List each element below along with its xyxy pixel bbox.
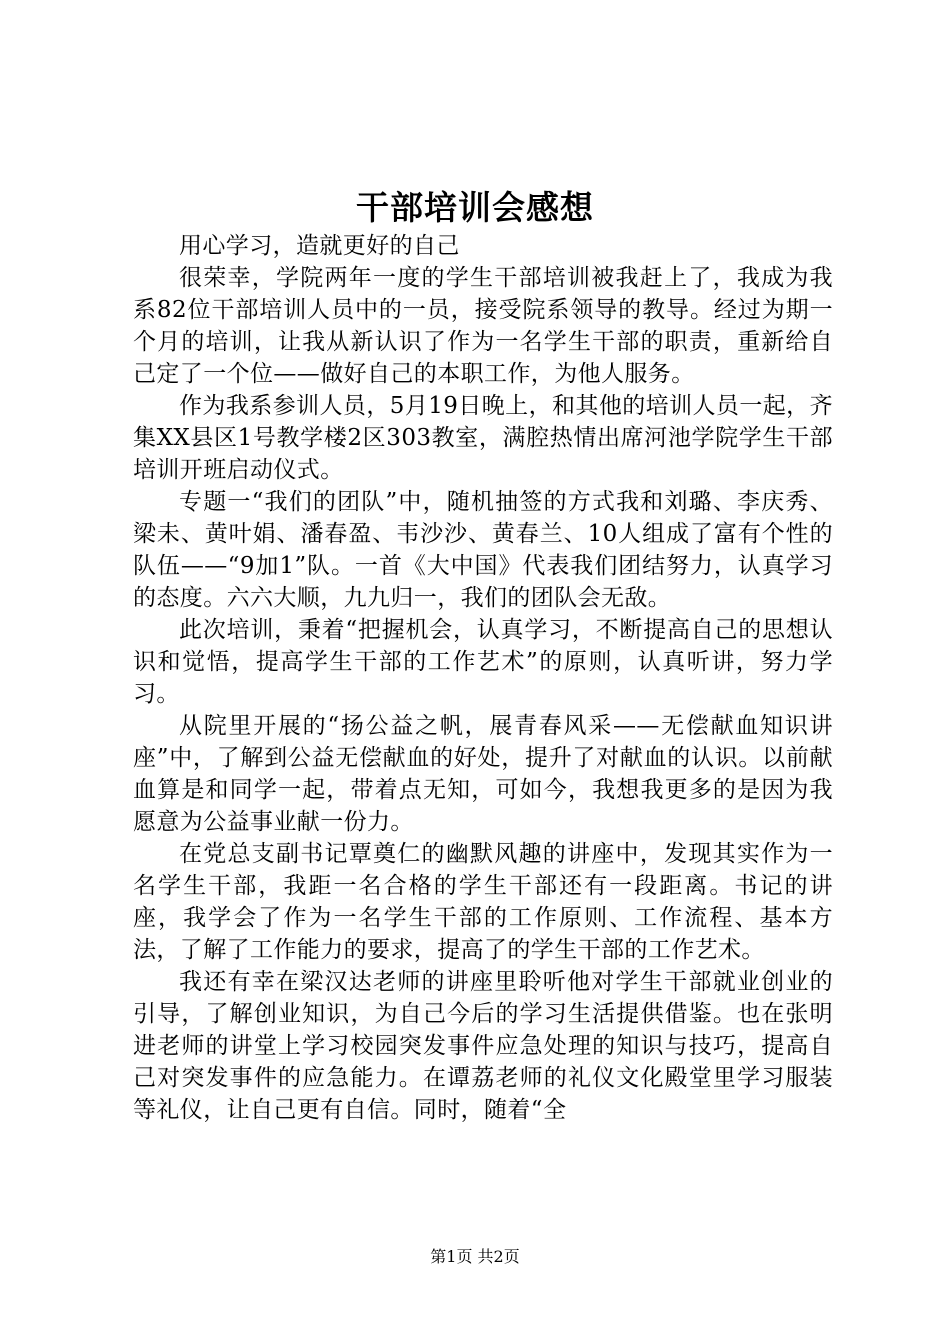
document-body: [133, 230, 833, 1126]
paragraph: 很荣幸，学院两年一度的学生干部培训被我赶上了，我成为我系82位干部培训人员中的一员，接受院系领导的教导。经过为期一个月的培训，让我从新认识了作为一名学生干部的职责，重新给自己定了一个位——做好自己的本职工作，为他人服务。: [133, 265, 833, 387]
paragraph: 在党总支副书记覃奠仁的幽默风趣的讲座中，发现其实作为一名学生干部，我距一名合格的学生干部还有一段距离。书记的讲座，我学会了作为一名学生干部的工作原则、工作流程、基本方法，了解了工作能力的要求，提高了的学生干部的工作艺术。: [133, 841, 833, 963]
paragraph-subtitle: 用心学习，造就更好的自己: [179, 233, 460, 259]
paragraph: 此次培训，秉着“把握机会，认真学习，不断提高自己的思想认识和觉悟，提高学生干部的工作艺术”的原则，认真听讲，努力学习。: [133, 617, 833, 707]
paragraph: 作为我系参训人员，5月19日晚上，和其他的培训人员一起，齐集XX县区1号教学楼2区303教室，满腔热情出席河池学院学生干部培训开班启动仪式。: [133, 393, 833, 483]
paragraph: 从院里开展的“扬公益之帆，展青春风采——无偿献血知识讲座”中，了解到公益无偿献血的好处，提升了对献血的认识。以前献血算是和同学一起，带着点无知，可如今，我想我更多的是因为我愿意为公益事业献一份力。: [133, 713, 833, 835]
paragraph: 我还有幸在梁汉达老师的讲座里聆听他对学生干部就业创业的引导，了解创业知识，为自己今后的学习生活提供借鉴。也在张明进老师的讲堂上学习校园突发事件应急处理的知识与技巧，提高自己对突发事件的应急能力。在谭荔老师的礼仪文化殿堂里学习服装等礼仪，让自己更有自信。同时，随着“全: [133, 969, 833, 1123]
page-number-footer: 第1页 共2页: [430, 1247, 520, 1266]
page-title: 干部培训会感想: [356, 188, 594, 227]
paragraph: 专题一“我们的团队”中，随机抽签的方式我和刘璐、李庆秀、梁未、黄叶娟、潘春盈、韦沙沙、黄春兰、10人组成了富有个性的队伍——“9加1”队。一首《大中国》代表我们团结努力，认真学习的态度。六六大顺，九九归一，我们的团队会无敌。: [133, 489, 833, 611]
